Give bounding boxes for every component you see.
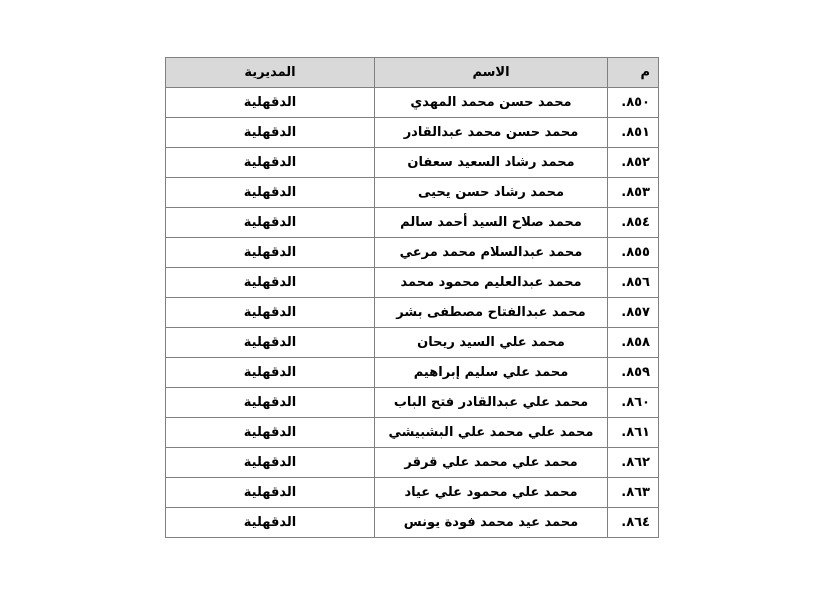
row-name: محمد حسن محمد عبدالقادر xyxy=(375,118,608,148)
header-directorate: المديرية xyxy=(166,58,375,88)
row-number: ٨٥٠. xyxy=(608,88,659,118)
row-name: محمد رشاد السعيد سعفان xyxy=(375,148,608,178)
row-number: ٨٥٨. xyxy=(608,328,659,358)
row-number: ٨٥١. xyxy=(608,118,659,148)
table-row xyxy=(166,88,659,118)
row-directorate: الدقهلية xyxy=(166,88,375,118)
table-row xyxy=(166,418,659,448)
row-directorate: الدقهلية xyxy=(166,148,375,178)
row-directorate: الدقهلية xyxy=(166,388,375,418)
row-number: ٨٥٧. xyxy=(608,298,659,328)
row-number: ٨٥٣. xyxy=(608,178,659,208)
row-name: محمد عبدالفتاح مصطفى بشر xyxy=(375,298,608,328)
names-table xyxy=(165,57,659,538)
table-row xyxy=(166,148,659,178)
row-number: ٨٦١. xyxy=(608,418,659,448)
row-directorate: الدقهلية xyxy=(166,178,375,208)
row-name: محمد علي السيد ريحان xyxy=(375,328,608,358)
row-name: محمد عبدالعليم محمود محمد xyxy=(375,268,608,298)
row-directorate: الدقهلية xyxy=(166,268,375,298)
row-directorate: الدقهلية xyxy=(166,448,375,478)
row-directorate: الدقهلية xyxy=(166,328,375,358)
table-row xyxy=(166,208,659,238)
header-number: م xyxy=(608,58,659,88)
row-name: محمد عيد محمد فودة يونس xyxy=(375,508,608,538)
row-directorate: الدقهلية xyxy=(166,118,375,148)
row-directorate: الدقهلية xyxy=(166,478,375,508)
header-name: الاسم xyxy=(375,58,608,88)
row-directorate: الدقهلية xyxy=(166,208,375,238)
row-name: محمد علي سليم إبراهيم xyxy=(375,358,608,388)
table-row xyxy=(166,388,659,418)
table-row xyxy=(166,508,659,538)
row-number: ٨٥٢. xyxy=(608,148,659,178)
row-number: ٨٥٦. xyxy=(608,268,659,298)
header-row xyxy=(166,58,659,88)
table-row xyxy=(166,328,659,358)
table-row xyxy=(166,268,659,298)
row-number: ٨٥٥. xyxy=(608,238,659,268)
table-row xyxy=(166,238,659,268)
table-body xyxy=(166,88,659,538)
table-row xyxy=(166,118,659,148)
row-name: محمد علي عبدالقادر فتح الباب xyxy=(375,388,608,418)
table-header xyxy=(166,58,659,88)
row-directorate: الدقهلية xyxy=(166,238,375,268)
table-row xyxy=(166,448,659,478)
row-directorate: الدقهلية xyxy=(166,358,375,388)
row-name: محمد علي محمد علي البشبيشي xyxy=(375,418,608,448)
table-row xyxy=(166,358,659,388)
row-name: محمد علي محمود علي عياد xyxy=(375,478,608,508)
table-row xyxy=(166,178,659,208)
row-number: ٨٦٢. xyxy=(608,448,659,478)
row-name: محمد رشاد حسن يحيى xyxy=(375,178,608,208)
row-directorate: الدقهلية xyxy=(166,298,375,328)
table-row xyxy=(166,478,659,508)
row-number: ٨٦٣. xyxy=(608,478,659,508)
row-name: محمد صلاح السيد أحمد سالم xyxy=(375,208,608,238)
row-number: ٨٦٤. xyxy=(608,508,659,538)
row-name: محمد عبدالسلام محمد مرعي xyxy=(375,238,608,268)
row-name: محمد علي محمد علي قرقر xyxy=(375,448,608,478)
row-directorate: الدقهلية xyxy=(166,508,375,538)
row-number: ٨٥٤. xyxy=(608,208,659,238)
table-row xyxy=(166,298,659,328)
row-directorate: الدقهلية xyxy=(166,418,375,448)
row-name: محمد حسن محمد المهدي xyxy=(375,88,608,118)
row-number: ٨٦٠. xyxy=(608,388,659,418)
row-number: ٨٥٩. xyxy=(608,358,659,388)
